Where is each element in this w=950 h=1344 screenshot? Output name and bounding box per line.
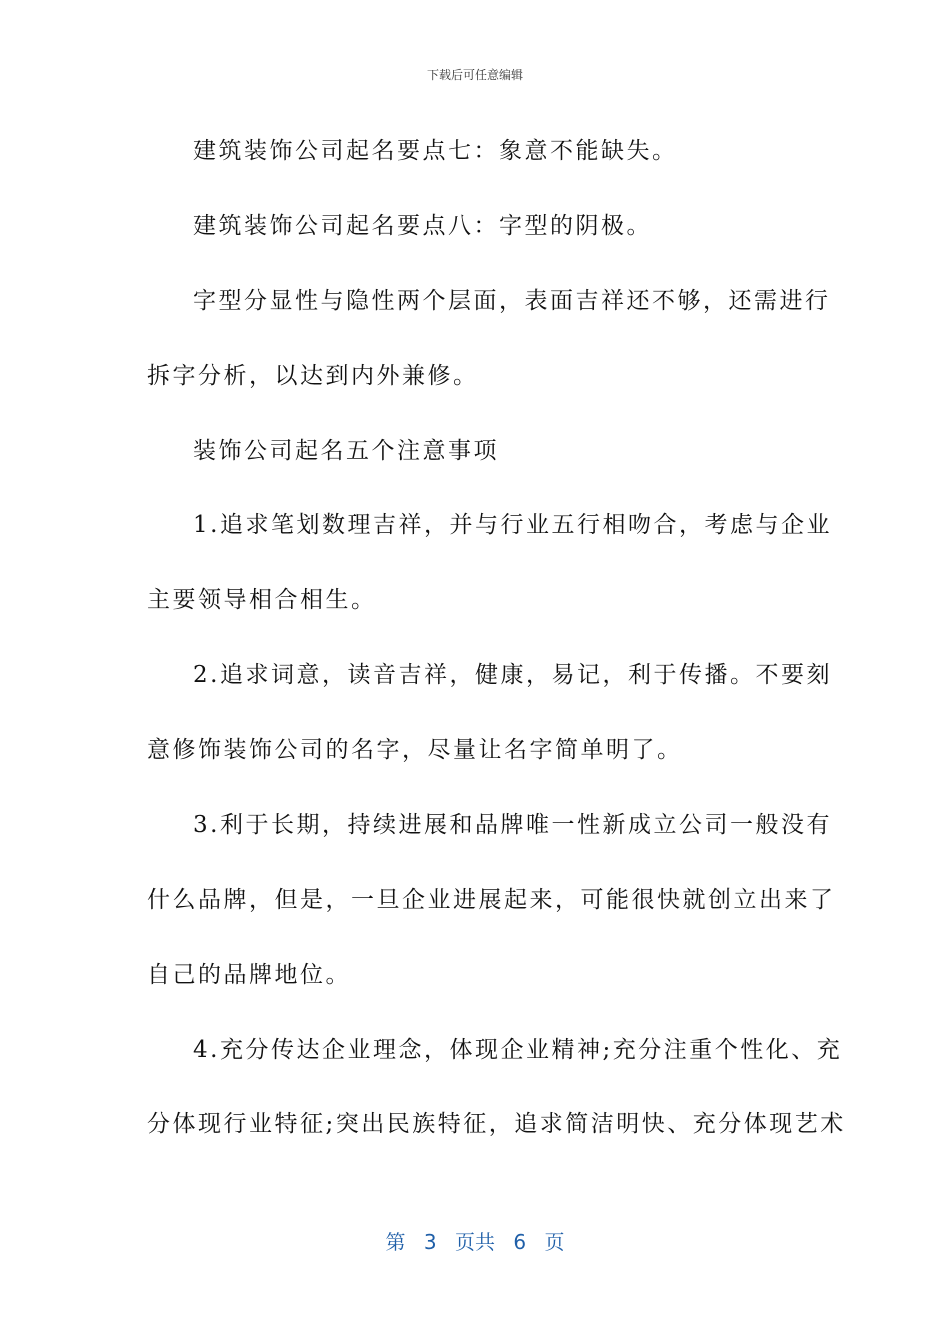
body-line-12: 自己的品牌地位。 [147,962,351,988]
footer-prefix: 第 [385,1230,406,1254]
page-header: 下载后可任意编辑 [426,68,523,82]
body-line-13: 4.充分传达企业理念，体现企业精神;充分注重个性化、充 [193,1037,843,1063]
body-line-8: 2.追求词意，读音吉祥，健康，易记，利于传播。不要刻 [193,662,832,688]
body-line-9: 意修饰装饰公司的名字，尽量让名字简单明了。 [147,737,683,763]
section-heading: 装饰公司起名五个注意事项 [193,438,499,464]
footer-middle: 页共 [455,1230,495,1254]
body-line-3: 字型分显性与隐性两个层面，表面吉祥还不够，还需进行 [193,288,831,314]
body-line-6: 1.追求笔划数理吉祥，并与行业五行相吻合，考虑与企业 [193,512,832,538]
body-line-14: 分体现行业特征;突出民族特征，追求简洁明快、充分体现艺术 [147,1111,846,1137]
body-line-1: 建筑装饰公司起名要点七：象意不能缺失。 [193,138,678,164]
body-line-4: 拆字分析，以达到内外兼修。 [147,363,479,389]
body-line-10: 3.利于长期，持续进展和品牌唯一性新成立公司一般没有 [193,812,832,838]
body-line-7: 主要领导相合相生。 [147,587,377,613]
body-line-2: 建筑装饰公司起名要点八：字型的阴极。 [193,213,652,239]
current-page-number: 3 [423,1230,437,1254]
total-pages-number: 6 [513,1230,527,1254]
page-footer [0,1226,950,1255]
body-line-11: 什么品牌，但是，一旦企业进展起来，可能很快就创立出来了 [147,887,836,913]
footer-suffix: 页 [544,1230,565,1254]
